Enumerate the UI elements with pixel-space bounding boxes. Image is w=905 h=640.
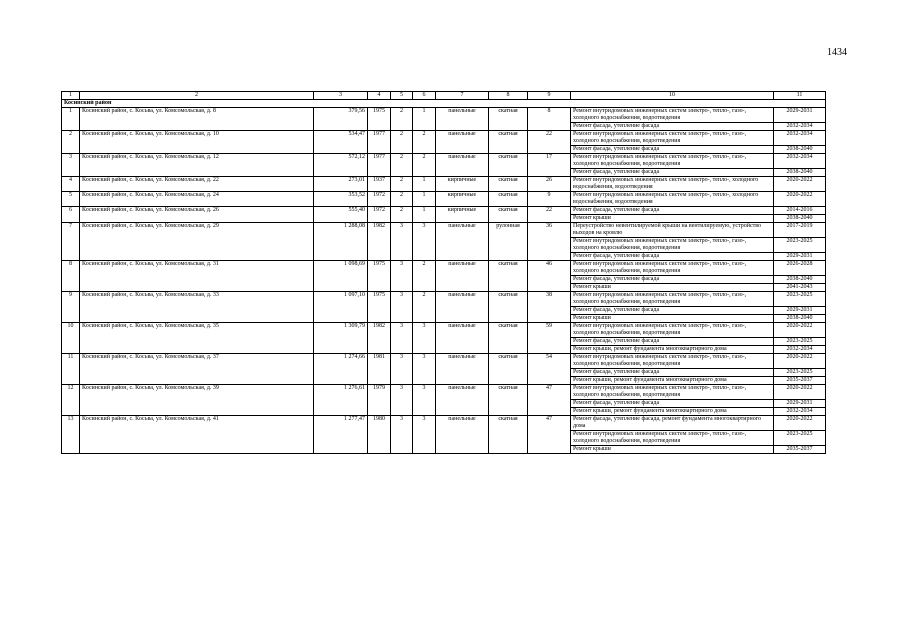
table-row [62, 108, 826, 123]
entrances-cell: 1 [413, 207, 436, 223]
work-period-cell: 2023-2025 [774, 238, 826, 253]
roof-cell: скатная [489, 131, 528, 154]
residents-cell: 22 [528, 207, 571, 223]
roof-cell: скатная [489, 354, 528, 385]
floors-cell: 3 [391, 292, 413, 323]
walls-cell: кирпичные [436, 192, 489, 207]
year-cell: 1975 [368, 292, 391, 323]
address-cell: Косинский район, с. Косьва, ул. Комсомольская, д. 29 [80, 223, 314, 261]
row-number-cell: 8 [62, 261, 80, 292]
work-type-cell: Ремонт внутридомовых инженерных систем электро-, тепло-, газо-, холодного водоснабжения, водоотведения [571, 323, 774, 338]
work-period-cell: 2020-2022 [774, 354, 826, 369]
work-type-cell: Ремонт крыши, ремонт фундамента многоквартирного дома [571, 408, 774, 416]
roof-cell: скатная [489, 207, 528, 223]
row-number-cell: 10 [62, 323, 80, 354]
residents-cell: 9 [528, 192, 571, 207]
work-type-cell: Ремонт внутридомовых инженерных систем электро-, тепло-, газо-, холодного водоснабжения, водоотведения [571, 292, 774, 307]
entrances-cell: 3 [413, 385, 436, 416]
work-type-cell: Ремонт крыши, ремонт фундамента многоквартирного дома [571, 346, 774, 354]
column-number-cell: 2 [80, 92, 314, 100]
walls-cell: панельные [436, 323, 489, 354]
year-cell: 1972 [368, 207, 391, 223]
area-cell: 1 098,69 [314, 261, 368, 292]
floors-cell: 3 [391, 416, 413, 454]
entrances-cell: 2 [413, 292, 436, 323]
residents-cell: 59 [528, 323, 571, 354]
entrances-cell: 3 [413, 323, 436, 354]
walls-cell: кирпичные [436, 177, 489, 192]
walls-cell: панельные [436, 223, 489, 261]
address-cell: Косинский район, с. Косьва, ул. Комсомольская, д. 39 [80, 385, 314, 416]
year-cell: 1977 [368, 131, 391, 154]
address-cell: Косинский район, с. Косьва, ул. Комсомольская, д. 35 [80, 323, 314, 354]
work-period-cell: 2032-2034 [774, 131, 826, 146]
work-period-cell: 2035-2037 [774, 377, 826, 385]
column-number-cell: 11 [774, 92, 826, 100]
work-period-cell: 2020-2022 [774, 192, 826, 207]
roof-cell: скатная [489, 385, 528, 416]
work-period-cell: 2020-2022 [774, 323, 826, 338]
entrances-cell: 2 [413, 154, 436, 177]
table-row [62, 261, 826, 276]
roof-cell: скатная [489, 323, 528, 354]
table-row [62, 177, 826, 192]
work-type-cell: Ремонт внутридомовых инженерных систем электро-, тепло-, газо-, холодного водоснабжения, водоотведения [571, 354, 774, 369]
work-type-cell: Ремонт фасада, утепление фасада [571, 276, 774, 284]
address-cell: Косинский район, с. Косьва, ул. Комсомольская, д. 10 [80, 131, 314, 154]
row-number-cell: 4 [62, 177, 80, 192]
floors-cell: 2 [391, 192, 413, 207]
entrances-cell: 3 [413, 223, 436, 261]
address-cell: Косинский район, с. Косьва, ул. Комсомольская, д. 26 [80, 207, 314, 223]
work-period-cell: 2032-2034 [774, 346, 826, 354]
residents-cell: 46 [528, 261, 571, 292]
column-number-cell: 10 [571, 92, 774, 100]
work-period-cell: 2032-2034 [774, 123, 826, 131]
work-period-cell: 2026-2028 [774, 261, 826, 276]
floors-cell: 3 [391, 354, 413, 385]
floors-cell: 2 [391, 207, 413, 223]
floors-cell: 3 [391, 323, 413, 354]
floors-cell: 3 [391, 261, 413, 292]
work-period-cell: 2038-2040 [774, 146, 826, 154]
column-number-cell: 1 [62, 92, 80, 100]
entrances-cell: 1 [413, 192, 436, 207]
year-cell: 1975 [368, 261, 391, 292]
residents-cell: 26 [528, 177, 571, 192]
column-number-cell: 4 [368, 92, 391, 100]
work-type-cell: Ремонт фасада, утепление фасада [571, 146, 774, 154]
floors-cell: 2 [391, 131, 413, 154]
work-period-cell: 2038-2040 [774, 215, 826, 223]
area-cell: 1 277,47 [314, 416, 368, 454]
work-type-cell: Ремонт внутридомовых инженерных систем электро-, тепло-, газо-, холодного водоснабжения, водоотведения [571, 431, 774, 446]
table-row [62, 292, 826, 307]
area-cell: 353,52 [314, 192, 368, 207]
roof-cell: скатная [489, 416, 528, 454]
table-body [62, 92, 826, 454]
row-number-cell: 9 [62, 292, 80, 323]
year-cell: 1979 [368, 385, 391, 416]
address-cell: Косинский район, с. Косьва, ул. Комсомольская, д. 8 [80, 108, 314, 131]
floors-cell: 2 [391, 177, 413, 192]
residents-cell: 8 [528, 108, 571, 131]
table-row [62, 131, 826, 146]
area-cell: 1 274,66 [314, 354, 368, 385]
district-row [62, 100, 826, 108]
row-number-cell: 5 [62, 192, 80, 207]
table-row [62, 385, 826, 400]
work-period-cell: 2014-2016 [774, 207, 826, 215]
walls-cell: панельные [436, 354, 489, 385]
column-number-cell: 7 [436, 92, 489, 100]
work-type-cell: Ремонт крыши [571, 284, 774, 292]
row-number-cell: 2 [62, 131, 80, 154]
area-cell: 1 097,10 [314, 292, 368, 323]
work-type-cell: Ремонт фасада, утепление фасада [571, 400, 774, 408]
row-number-cell: 12 [62, 385, 80, 416]
address-cell: Косинский район, с. Косьва, ул. Комсомольская, д. 24 [80, 192, 314, 207]
column-number-cell: 6 [413, 92, 436, 100]
table-row [62, 154, 826, 169]
work-type-cell: Ремонт внутридомовых инженерных систем электро-, тепло-, газо-, холодного водоснабжения, водоотведения [571, 131, 774, 146]
year-cell: 1982 [368, 323, 391, 354]
column-number-cell: 5 [391, 92, 413, 100]
residents-cell: 47 [528, 416, 571, 454]
work-type-cell: Ремонт фасада, утепление фасада [571, 207, 774, 215]
walls-cell: панельные [436, 385, 489, 416]
area-cell: 572,12 [314, 154, 368, 177]
row-number-cell: 11 [62, 354, 80, 385]
area-cell: 555,40 [314, 207, 368, 223]
entrances-cell: 3 [413, 354, 436, 385]
floors-cell: 2 [391, 154, 413, 177]
residents-cell: 22 [528, 131, 571, 154]
floors-cell: 3 [391, 385, 413, 416]
table-row [62, 323, 826, 338]
work-type-cell: Ремонт внутридомовых инженерных систем электро-, тепло-, холодного водоснабжения, водоотведения [571, 192, 774, 207]
entrances-cell: 2 [413, 131, 436, 154]
work-period-cell: 2041-2043 [774, 284, 826, 292]
work-period-cell: 2038-2040 [774, 169, 826, 177]
row-number-cell: 13 [62, 416, 80, 454]
table-row [62, 207, 826, 215]
column-number-row [62, 92, 826, 100]
year-cell: 1981 [368, 354, 391, 385]
year-cell: 1975 [368, 108, 391, 131]
work-period-cell: 2029-2031 [774, 400, 826, 408]
work-type-cell: Ремонт внутридомовых инженерных систем электро-, тепло-, газо-, холодного водоснабжения, водоотведения [571, 261, 774, 276]
year-cell: 1972 [368, 192, 391, 207]
address-cell: Косинский район, с. Косьва, ул. Комсомольская, д. 37 [80, 354, 314, 385]
table-row [62, 192, 826, 207]
page-number: 1434 [827, 47, 847, 58]
work-period-cell: 2029-2031 [774, 307, 826, 315]
walls-cell: панельные [436, 108, 489, 131]
roof-cell: скатная [489, 292, 528, 323]
address-cell: Косинский район, с. Косьва, ул. Комсомольская, д. 41 [80, 416, 314, 454]
work-type-cell: Ремонт фасада, утепление фасада [571, 169, 774, 177]
work-period-cell: 2038-2040 [774, 315, 826, 323]
work-period-cell: 2029-2031 [774, 253, 826, 261]
work-type-cell: Ремонт фасада, утепление фасада [571, 338, 774, 346]
work-type-cell: Ремонт фасада, утепление фасада, ремонт фундамента многоквартирного дома [571, 416, 774, 431]
roof-cell: скатная [489, 154, 528, 177]
roof-cell: скатная [489, 261, 528, 292]
work-type-cell: Ремонт внутридомовых инженерных систем электро-, тепло-, газо-, холодного водоснабжения, водоотведения [571, 385, 774, 400]
work-type-cell: Ремонт фасада, утепление фасада [571, 307, 774, 315]
entrances-cell: 3 [413, 416, 436, 454]
district-title: Косинский район [62, 100, 826, 108]
entrances-cell: 1 [413, 108, 436, 131]
work-type-cell: Ремонт внутридомовых инженерных систем электро-, тепло-, газо-, холодного водоснабжения, водоотведения [571, 108, 774, 123]
work-period-cell: 2029-2031 [774, 108, 826, 123]
walls-cell: панельные [436, 131, 489, 154]
work-period-cell: 2023-2025 [774, 292, 826, 307]
work-period-cell: 2038-2040 [774, 276, 826, 284]
address-cell: Косинский район, с. Косьва, ул. Комсомольская, д. 12 [80, 154, 314, 177]
area-cell: 1 309,79 [314, 323, 368, 354]
work-type-cell: Ремонт крыши [571, 446, 774, 454]
area-cell: 273,01 [314, 177, 368, 192]
residents-cell: 47 [528, 385, 571, 416]
walls-cell: панельные [436, 154, 489, 177]
work-period-cell: 2023-2025 [774, 431, 826, 446]
walls-cell: панельные [436, 261, 489, 292]
residents-cell: 17 [528, 154, 571, 177]
column-number-cell: 8 [489, 92, 528, 100]
year-cell: 1937 [368, 177, 391, 192]
repair-program-table [61, 91, 826, 454]
row-number-cell: 1 [62, 108, 80, 131]
work-type-cell: Ремонт внутридомовых инженерных систем электро-, тепло-, газо-, холодного водоснабжения, водоотведения [571, 154, 774, 169]
address-cell: Косинский район, с. Косьва, ул. Комсомольская, д. 33 [80, 292, 314, 323]
table-row [62, 223, 826, 238]
floors-cell: 3 [391, 223, 413, 261]
row-number-cell: 3 [62, 154, 80, 177]
entrances-cell: 1 [413, 177, 436, 192]
year-cell: 1982 [368, 223, 391, 261]
work-period-cell: 2020-2022 [774, 177, 826, 192]
work-type-cell: Ремонт внутридомовых инженерных систем электро-, тепло-, холодного водоснабжения, водоотведения [571, 177, 774, 192]
work-type-cell: Ремонт фасада, утепление фасада [571, 253, 774, 261]
row-number-cell: 7 [62, 223, 80, 261]
column-number-cell: 3 [314, 92, 368, 100]
column-number-cell: 9 [528, 92, 571, 100]
table-row [62, 416, 826, 431]
work-period-cell: 2035-2037 [774, 446, 826, 454]
residents-cell: 36 [528, 223, 571, 261]
roof-cell: скатная [489, 177, 528, 192]
work-type-cell: Ремонт крыши [571, 315, 774, 323]
work-period-cell: 2020-2022 [774, 385, 826, 400]
work-period-cell: 2032-2034 [774, 408, 826, 416]
work-type-cell: Переустройство невентилируемой крыши на вентилируемую, устройство выходов на кровлю [571, 223, 774, 238]
table-row [62, 354, 826, 369]
row-number-cell: 6 [62, 207, 80, 223]
work-period-cell: 2032-2034 [774, 154, 826, 169]
roof-cell: скатная [489, 192, 528, 207]
roof-cell: скатная [489, 108, 528, 131]
address-cell: Косинский район, с. Косьва, ул. Комсомольская, д. 22 [80, 177, 314, 192]
area-cell: 1 276,61 [314, 385, 368, 416]
address-cell: Косинский район, с. Косьва, ул. Комсомольская, д. 31 [80, 261, 314, 292]
year-cell: 1980 [368, 416, 391, 454]
roof-cell: рулонная [489, 223, 528, 261]
work-period-cell: 2023-2025 [774, 369, 826, 377]
walls-cell: панельные [436, 292, 489, 323]
work-period-cell: 2023-2025 [774, 338, 826, 346]
walls-cell: кирпичные [436, 207, 489, 223]
residents-cell: 38 [528, 292, 571, 323]
area-cell: 534,47 [314, 131, 368, 154]
work-type-cell: Ремонт фасада, утепление фасада [571, 369, 774, 377]
walls-cell: панельные [436, 416, 489, 454]
work-type-cell: Ремонт крыши, ремонт фундамента многоквартирного дома [571, 377, 774, 385]
work-type-cell: Ремонт фасада, утепление фасада [571, 123, 774, 131]
area-cell: 1 288,08 [314, 223, 368, 261]
work-period-cell: 2017-2019 [774, 223, 826, 238]
area-cell: 379,56 [314, 108, 368, 131]
floors-cell: 2 [391, 108, 413, 131]
residents-cell: 54 [528, 354, 571, 385]
year-cell: 1977 [368, 154, 391, 177]
entrances-cell: 2 [413, 261, 436, 292]
work-period-cell: 2020-2022 [774, 416, 826, 431]
work-type-cell: Ремонт крыши [571, 215, 774, 223]
work-type-cell: Ремонт внутридомовых инженерных систем электро-, тепло-, газо-, холодного водоснабжения, водоотведения [571, 238, 774, 253]
